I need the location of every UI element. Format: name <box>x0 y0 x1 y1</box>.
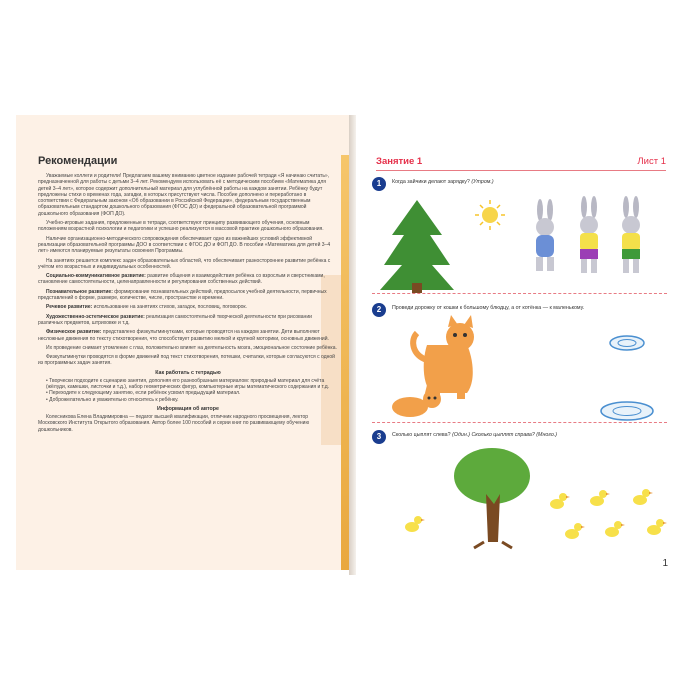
task-3-illustration <box>372 444 672 559</box>
how-to-item: • Творчески подходите к сценарию занятия, дополняя его разнообразным материалом: природный материал для счёта (жёлуди, камешки, листочки и т.д.), набор геометрических фигур, компьютерные игры математического содержания и т.д. <box>46 377 330 391</box>
task-2 <box>372 303 672 423</box>
task-3 <box>372 430 672 560</box>
area-name: Познавательное развитие: <box>46 288 113 295</box>
bunny-2-icon <box>580 196 598 273</box>
task-1-illustration <box>372 195 672 295</box>
task-2-illustration <box>372 315 672 425</box>
book-spread <box>16 115 666 575</box>
right-page <box>356 115 676 575</box>
area-text: формирование познавательных действий, предпосылок учебной деятельности, первичных представлений о форме, размере, количестве, числе, пространстве и времени. <box>38 288 327 302</box>
task-separator <box>372 293 667 294</box>
task-1 <box>372 177 672 297</box>
area-name: Социально-коммуникативное развитие: <box>46 273 146 280</box>
sheet-label: Лист 1 <box>637 156 666 167</box>
extra-paragraph-1: Их проведение снимает утомление с глаз, положительно влияет на деятельность мозга, эмоциональное состояние ребёнка. <box>46 344 337 351</box>
chick-left-icon <box>405 516 425 532</box>
area-name: Физическое развитие: <box>46 329 102 336</box>
how-to-title: Как работать с тетрадью <box>155 369 221 376</box>
left-page <box>16 115 349 570</box>
big-saucer-icon <box>601 402 653 420</box>
page-number: 1 <box>662 558 668 569</box>
author-text: Колесникова Елена Владимировна — педагог высшей квалификации, отличник народного просвещения, лектор Московского Института Открытого образования. Автор более 100 пособий и серии книг по развивающему обучению дошкольников. <box>38 413 310 433</box>
area-name: Речевое развитие: <box>46 304 93 311</box>
question-text: Когда зайчики делают зарядку? <box>392 179 470 185</box>
area-cognitive <box>38 289 338 302</box>
sun-icon <box>475 200 505 230</box>
chick-right-5-icon <box>605 521 625 537</box>
bunny-3-icon <box>622 196 640 273</box>
how-to-item: • Доброжелательно и уважительно относитесь к ребёнку. <box>46 396 179 403</box>
area-text: представлено физкультминутками, которые проводятся на каждом занятии. Дети выполняют несложные движения по тексту стихотворения, что способствует развитию мелкой и крупной моторики, основных движений. <box>38 329 329 342</box>
recommendations-title: Рекомендации <box>38 155 118 167</box>
extra-paragraph-2: Физкультминутки проводятся в форме движений под текст стихотворения, потешки, считалки, которые согласуются с одной из программных задач занятия. <box>38 354 335 367</box>
deciduous-tree-icon <box>454 448 530 548</box>
lesson-header <box>376 155 666 171</box>
recommendations-section <box>38 155 338 436</box>
edge-illustration <box>341 155 349 570</box>
task-question: Проведи дорожку от кошки к большому блюдцу, а от котёнка — к маленькому. <box>392 305 585 311</box>
task-question <box>392 179 672 185</box>
area-text: развитие общения и взаимодействия ребёнка со взрослым и сверстниками, становление самостоятельности, целенаправленности и регулирования собственных действий. <box>38 273 325 286</box>
task-number-badge: 3 <box>372 430 386 444</box>
how-to-item: • Переходите к следующему занятию, если ребёнок усвоил предыдущий материал. <box>46 390 241 397</box>
area-physical <box>38 329 338 342</box>
chick-right-6-icon <box>647 519 667 535</box>
area-text: использование на занятиях стихов, загадок, пословиц, поговорок. <box>93 304 247 311</box>
lesson-title: Занятие 1 <box>376 156 423 167</box>
book-spine <box>349 115 356 575</box>
paragraph-3: Наличие организационно-методического сопровождения обеспечивает одно из важнейших условий эффективной реализации образовательной программы ДОО в соответствии с ФГОС ДО и ФОП ДО. В пособии «Математика для детей 3–4 лет» имеются планируемые результаты освоения Программы. <box>38 235 331 255</box>
small-saucer-icon <box>610 336 644 350</box>
author-title: Информация об авторе <box>157 405 219 412</box>
task-separator <box>372 422 667 423</box>
cat-icon <box>413 315 474 399</box>
answer-text: (Утром.) <box>471 179 494 185</box>
question-text: Сколько цыплят слева? <box>392 432 451 438</box>
area-artistic <box>38 314 338 327</box>
task-number-badge: 1 <box>372 177 386 191</box>
chick-right-4-icon <box>565 523 585 539</box>
answer-text: (Один.) Сколько цыплят справа? (Много.) <box>452 432 558 438</box>
paragraph-4: На занятиях решается комплекс задач образовательных областей, что обеспечивает разностороннее развитие ребёнка с учётом его возрастных и индивидуальных особенностей. <box>38 257 331 270</box>
task-question <box>392 432 672 438</box>
chick-right-3-icon <box>633 489 653 505</box>
bunny-1-icon <box>536 199 554 271</box>
area-name: Художественно-эстетическое развитие: <box>46 313 145 320</box>
intro-paragraph: Уважаемые коллеги и родители! Предлагаем вашему вниманию цветное издание рабочей тетради «Я начинаю считать», предназначенной для работы с детьми 3–4 лет. Рекомендуем использовать её с методическим пособием «Математика для детей 3–4 лет», которое содержит дополнительный материал для углублённой работы на каждом занятии. Ребёнку будут предложены стихи о временах года, загадки, в которых присутствуют числа. Пособие дополнено и переработано в соответствии с Федеральным законом «Об образовании в Российской Федерации», федеральным государственным образовательным стандартом дошкольного образования (ФГОС ДО) и федеральной образовательной программой дошкольного образования (ФОП ДО). <box>38 173 330 217</box>
chick-right-2-icon <box>590 490 610 506</box>
area-speech <box>38 304 338 310</box>
chick-right-1-icon <box>550 493 570 509</box>
fir-tree-icon <box>380 200 454 293</box>
task-number-badge: 2 <box>372 303 386 317</box>
area-text: реализация самостоятельной творческой деятельности при рисовании различных предметов, штриховке и т.д. <box>38 313 312 326</box>
paragraph-2: Учебно-игровые задания, предложенные в тетради, соответствуют принципу развивающего обучения, основным положениям возрастной психологии и педагогики и успешно реализуются в массовой практике дошкольного образования. <box>38 220 324 233</box>
area-social <box>38 273 338 286</box>
